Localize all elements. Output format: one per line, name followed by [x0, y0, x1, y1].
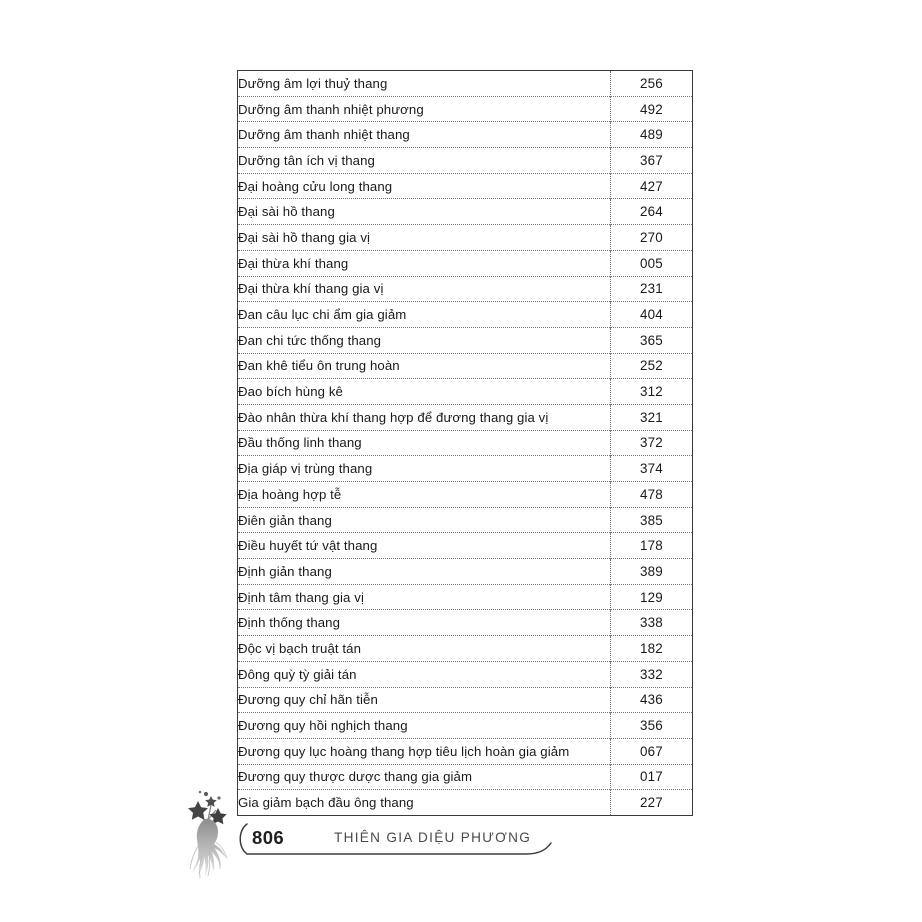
table-row — [238, 738, 693, 764]
formula-name-cell: Đương quy lục hoàng thang hợp tiêu lịch hoàn gia giảm — [238, 738, 611, 764]
page-footer — [0, 788, 922, 898]
table-row — [238, 456, 693, 482]
formula-code-cell: 332 — [611, 661, 693, 687]
formula-code-cell: 365 — [611, 327, 693, 353]
formula-code-cell: 478 — [611, 482, 693, 508]
formula-code-cell: 338 — [611, 610, 693, 636]
formula-name-cell: Điên giản thang — [238, 507, 611, 533]
formula-code-cell: 389 — [611, 559, 693, 585]
formula-name-cell: Đào nhân thừa khí thang hợp để đương thang gia vị — [238, 404, 611, 430]
formula-name-cell: Địa hoàng hợp tễ — [238, 482, 611, 508]
formula-code-cell: 367 — [611, 148, 693, 174]
formula-name-cell: Định tâm thang gia vị — [238, 584, 611, 610]
page-number: 806 — [252, 827, 285, 848]
formula-name-cell: Đương quy thược dược thang gia giảm — [238, 764, 611, 790]
index-table-container — [237, 70, 692, 816]
footer-bar — [234, 818, 554, 860]
formula-code-cell: 182 — [611, 636, 693, 662]
formula-code-cell: 256 — [611, 71, 693, 97]
formula-name-cell: Đông quỳ tỳ giải tán — [238, 661, 611, 687]
formula-name-cell: Đại sài hồ thang gia vị — [238, 225, 611, 251]
formula-name-cell: Đương quy hồi nghịch thang — [238, 713, 611, 739]
formula-code-cell: 321 — [611, 404, 693, 430]
table-row — [238, 302, 693, 328]
table-row — [238, 559, 693, 585]
formula-code-cell: 264 — [611, 199, 693, 225]
formula-code-cell: 312 — [611, 379, 693, 405]
formula-code-cell: 436 — [611, 687, 693, 713]
table-row — [238, 636, 693, 662]
formula-code-cell: 372 — [611, 430, 693, 456]
formula-name-cell: Dưỡng tân ích vị thang — [238, 148, 611, 174]
table-row — [238, 353, 693, 379]
formula-code-cell: 492 — [611, 96, 693, 122]
formula-code-cell: 067 — [611, 738, 693, 764]
formula-name-cell: Đại sài hồ thang — [238, 199, 611, 225]
formula-name-cell: Đan khê tiểu ôn trung hoàn — [238, 353, 611, 379]
formula-code-cell: 129 — [611, 584, 693, 610]
formula-name-cell: Định thống thang — [238, 610, 611, 636]
table-row — [238, 71, 693, 97]
formula-code-cell: 178 — [611, 533, 693, 559]
formula-code-cell: 356 — [611, 713, 693, 739]
formula-name-cell: Đại thừa khí thang — [238, 250, 611, 276]
table-row — [238, 173, 693, 199]
formula-index-table — [237, 70, 693, 816]
formula-name-cell: Đương quy chỉ hãn tiễn — [238, 687, 611, 713]
table-row — [238, 250, 693, 276]
formula-code-cell: 005 — [611, 250, 693, 276]
table-row — [238, 430, 693, 456]
formula-code-cell: 231 — [611, 276, 693, 302]
formula-name-cell: Điều huyết tứ vật thang — [238, 533, 611, 559]
table-row — [238, 661, 693, 687]
formula-name-cell: Dưỡng âm thanh nhiệt phương — [238, 96, 611, 122]
formula-name-cell: Địa giáp vị trùng thang — [238, 456, 611, 482]
table-row — [238, 96, 693, 122]
formula-name-cell: Đại thừa khí thang gia vị — [238, 276, 611, 302]
formula-name-cell: Đan câu lục chi ẩm gia giảm — [238, 302, 611, 328]
table-row — [238, 276, 693, 302]
table-row — [238, 764, 693, 790]
formula-name-cell: Đại hoàng cửu long thang — [238, 173, 611, 199]
formula-code-cell: 017 — [611, 764, 693, 790]
formula-code-cell: 374 — [611, 456, 693, 482]
formula-code-cell: 489 — [611, 122, 693, 148]
table-row — [238, 687, 693, 713]
table-row — [238, 610, 693, 636]
formula-name-cell: Đầu thống linh thang — [238, 430, 611, 456]
formula-name-cell: Gia giảm bạch đầu ông thang — [238, 790, 611, 816]
formula-name-cell: Đao bích hùng kê — [238, 379, 611, 405]
formula-code-cell: 427 — [611, 173, 693, 199]
table-row — [238, 379, 693, 405]
table-row — [238, 713, 693, 739]
formula-name-cell: Dưỡng âm thanh nhiệt thang — [238, 122, 611, 148]
formula-name-cell: Dưỡng âm lợi thuỷ thang — [238, 75, 388, 91]
table-row — [238, 199, 693, 225]
formula-name-cell: Độc vị bạch truật tán — [238, 636, 611, 662]
table-row — [238, 327, 693, 353]
book-title: THIÊN GIA DIỆU PHƯƠNG — [334, 830, 532, 845]
formula-name-cell: Định giản thang — [238, 559, 611, 585]
table-row — [238, 148, 693, 174]
table-row — [238, 507, 693, 533]
table-row — [238, 122, 693, 148]
formula-code-cell: 227 — [611, 790, 693, 816]
formula-code-cell: 385 — [611, 507, 693, 533]
formula-code-cell: 270 — [611, 225, 693, 251]
formula-code-cell: 404 — [611, 302, 693, 328]
formula-name-cell: Đan chi tức thống thang — [238, 327, 611, 353]
formula-code-cell: 252 — [611, 353, 693, 379]
table-row — [238, 533, 693, 559]
table-row — [238, 584, 693, 610]
table-row — [238, 404, 693, 430]
table-row — [238, 482, 693, 508]
table-row — [238, 225, 693, 251]
